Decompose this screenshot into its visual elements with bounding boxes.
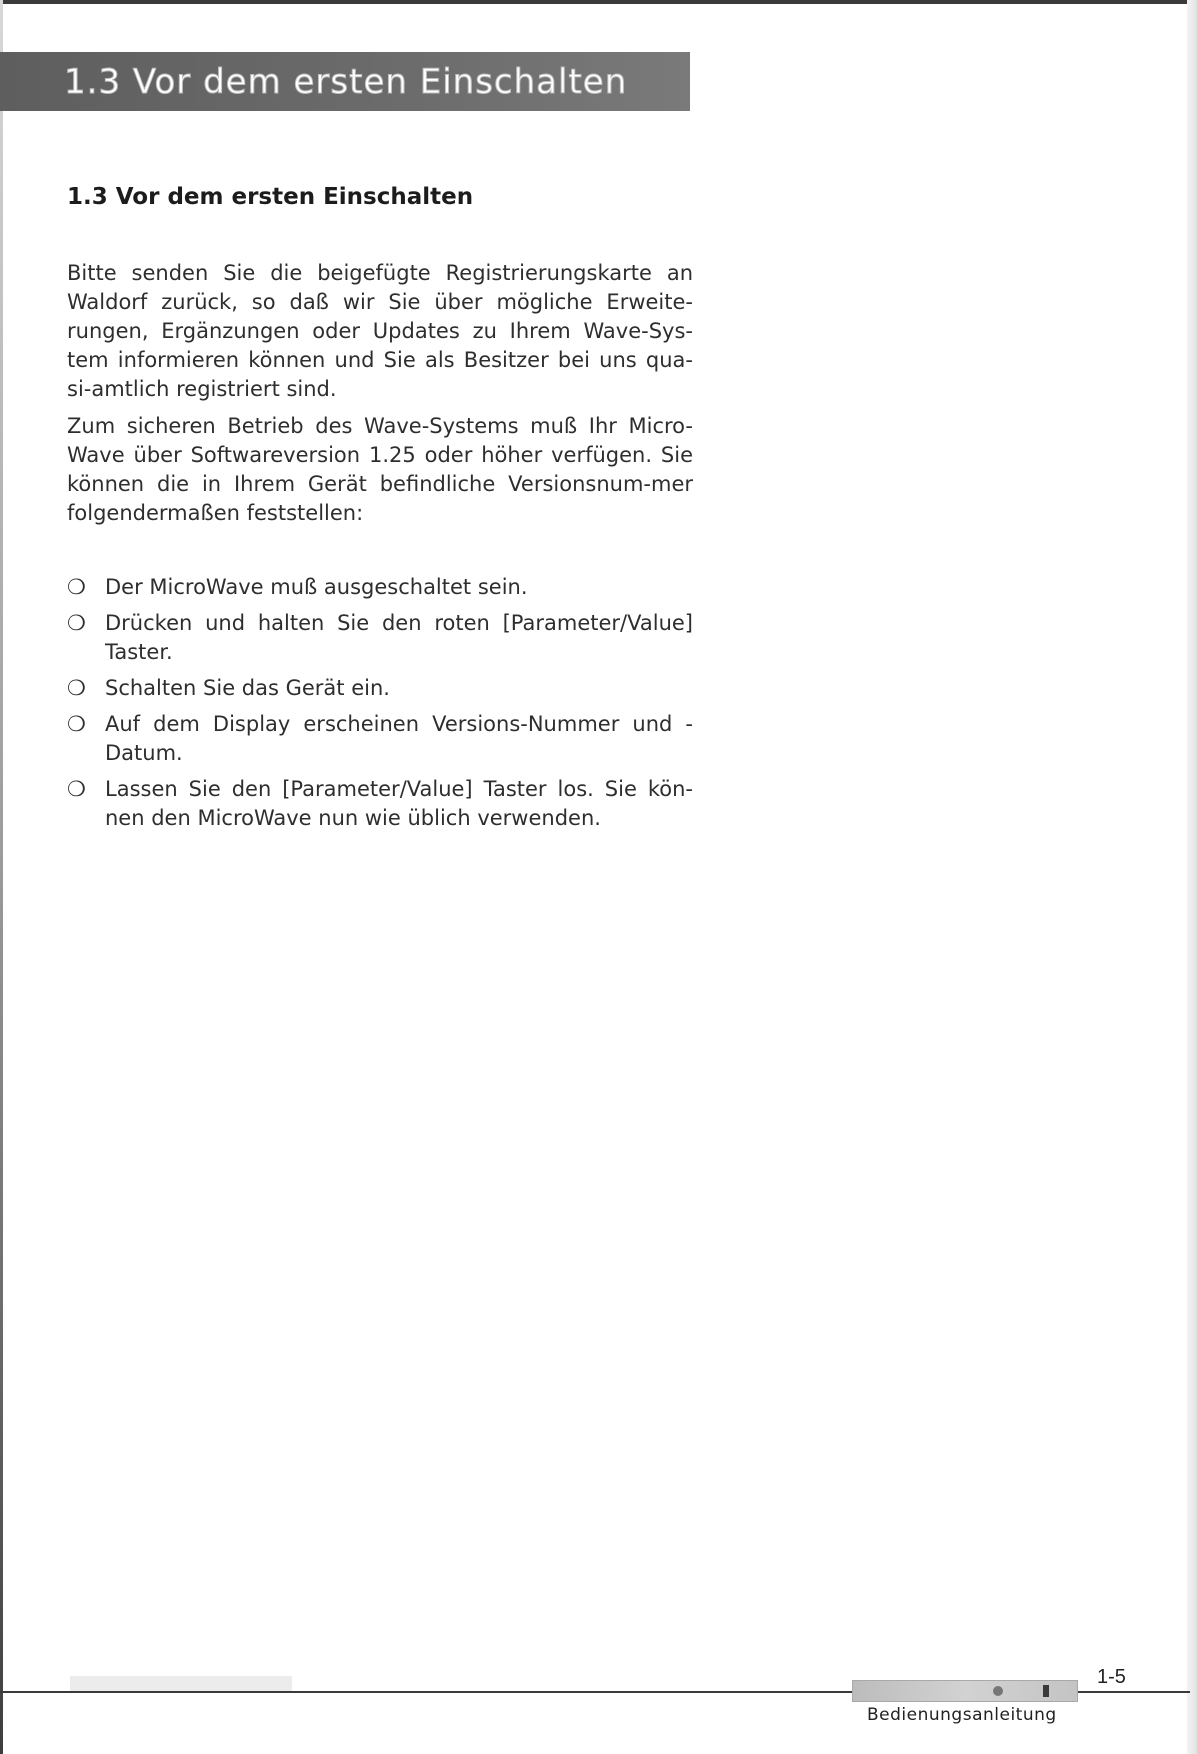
version-paragraph: Zum sicheren Betrieb des Wave-Systems muß Ihr Micro-Wave über Softwareversion 1.25 oder höher verfügen. Sie können die in Ihrem Gerät befindliche Versionsnum-mer folgendermaßen feststellen: (67, 414, 693, 525)
steps-list (67, 573, 693, 840)
slot-icon (1043, 1685, 1049, 1697)
footer-label: Bedienungsanleitung (867, 1705, 1057, 1725)
step-text: Schalten Sie das Gerät ein. (105, 676, 390, 700)
page-number: 1-5 (1097, 1666, 1126, 1688)
device-front-panel-graphic (852, 1680, 1078, 1702)
step-text: Auf dem Display erscheinen Versions-Nummer und -Datum. (105, 712, 693, 765)
list-item (67, 775, 693, 833)
intro-paragraph: Bitte senden Sie die beigefügte Registrierungskarte an Waldorf zurück, so daß wir Sie über mögliche Erweite-rungen, Ergänzungen oder Updates zu Ihrem Wave-Sys-tem informieren können und Sie als Besitzer bei uns qua-si-amtlich registriert sind. (67, 261, 693, 401)
list-item (67, 674, 693, 703)
step-text: Drücken und halten Sie den roten [Parameter/Value] Taster. (105, 611, 693, 664)
step-text: Lassen Sie den [Parameter/Value] Taster los. Sie kön-nen den MicroWave nun wie üblich verwenden. (105, 777, 693, 830)
page-top-edge (0, 0, 1197, 4)
circle-bullet-icon: ❍ (67, 712, 86, 736)
list-item (67, 609, 693, 667)
circle-bullet-icon: ❍ (67, 777, 86, 801)
list-item (67, 573, 693, 602)
banner-title: 1.3 Vor dem ersten Einschalten (64, 61, 628, 102)
page-right-edge (1187, 0, 1197, 1754)
step-text: Der MicroWave muß ausgeschaltet sein. (105, 575, 528, 599)
section-heading: 1.3 Vor dem ersten Einschalten (67, 184, 474, 210)
circle-bullet-icon: ❍ (67, 611, 86, 635)
list-item (67, 710, 693, 768)
circle-bullet-icon: ❍ (67, 575, 86, 599)
page-binding-edge (0, 0, 3, 1754)
circle-bullet-icon: ❍ (67, 676, 86, 700)
footer-bleed-through (70, 1676, 292, 1692)
knob-icon (993, 1686, 1003, 1696)
chapter-banner (0, 52, 690, 111)
